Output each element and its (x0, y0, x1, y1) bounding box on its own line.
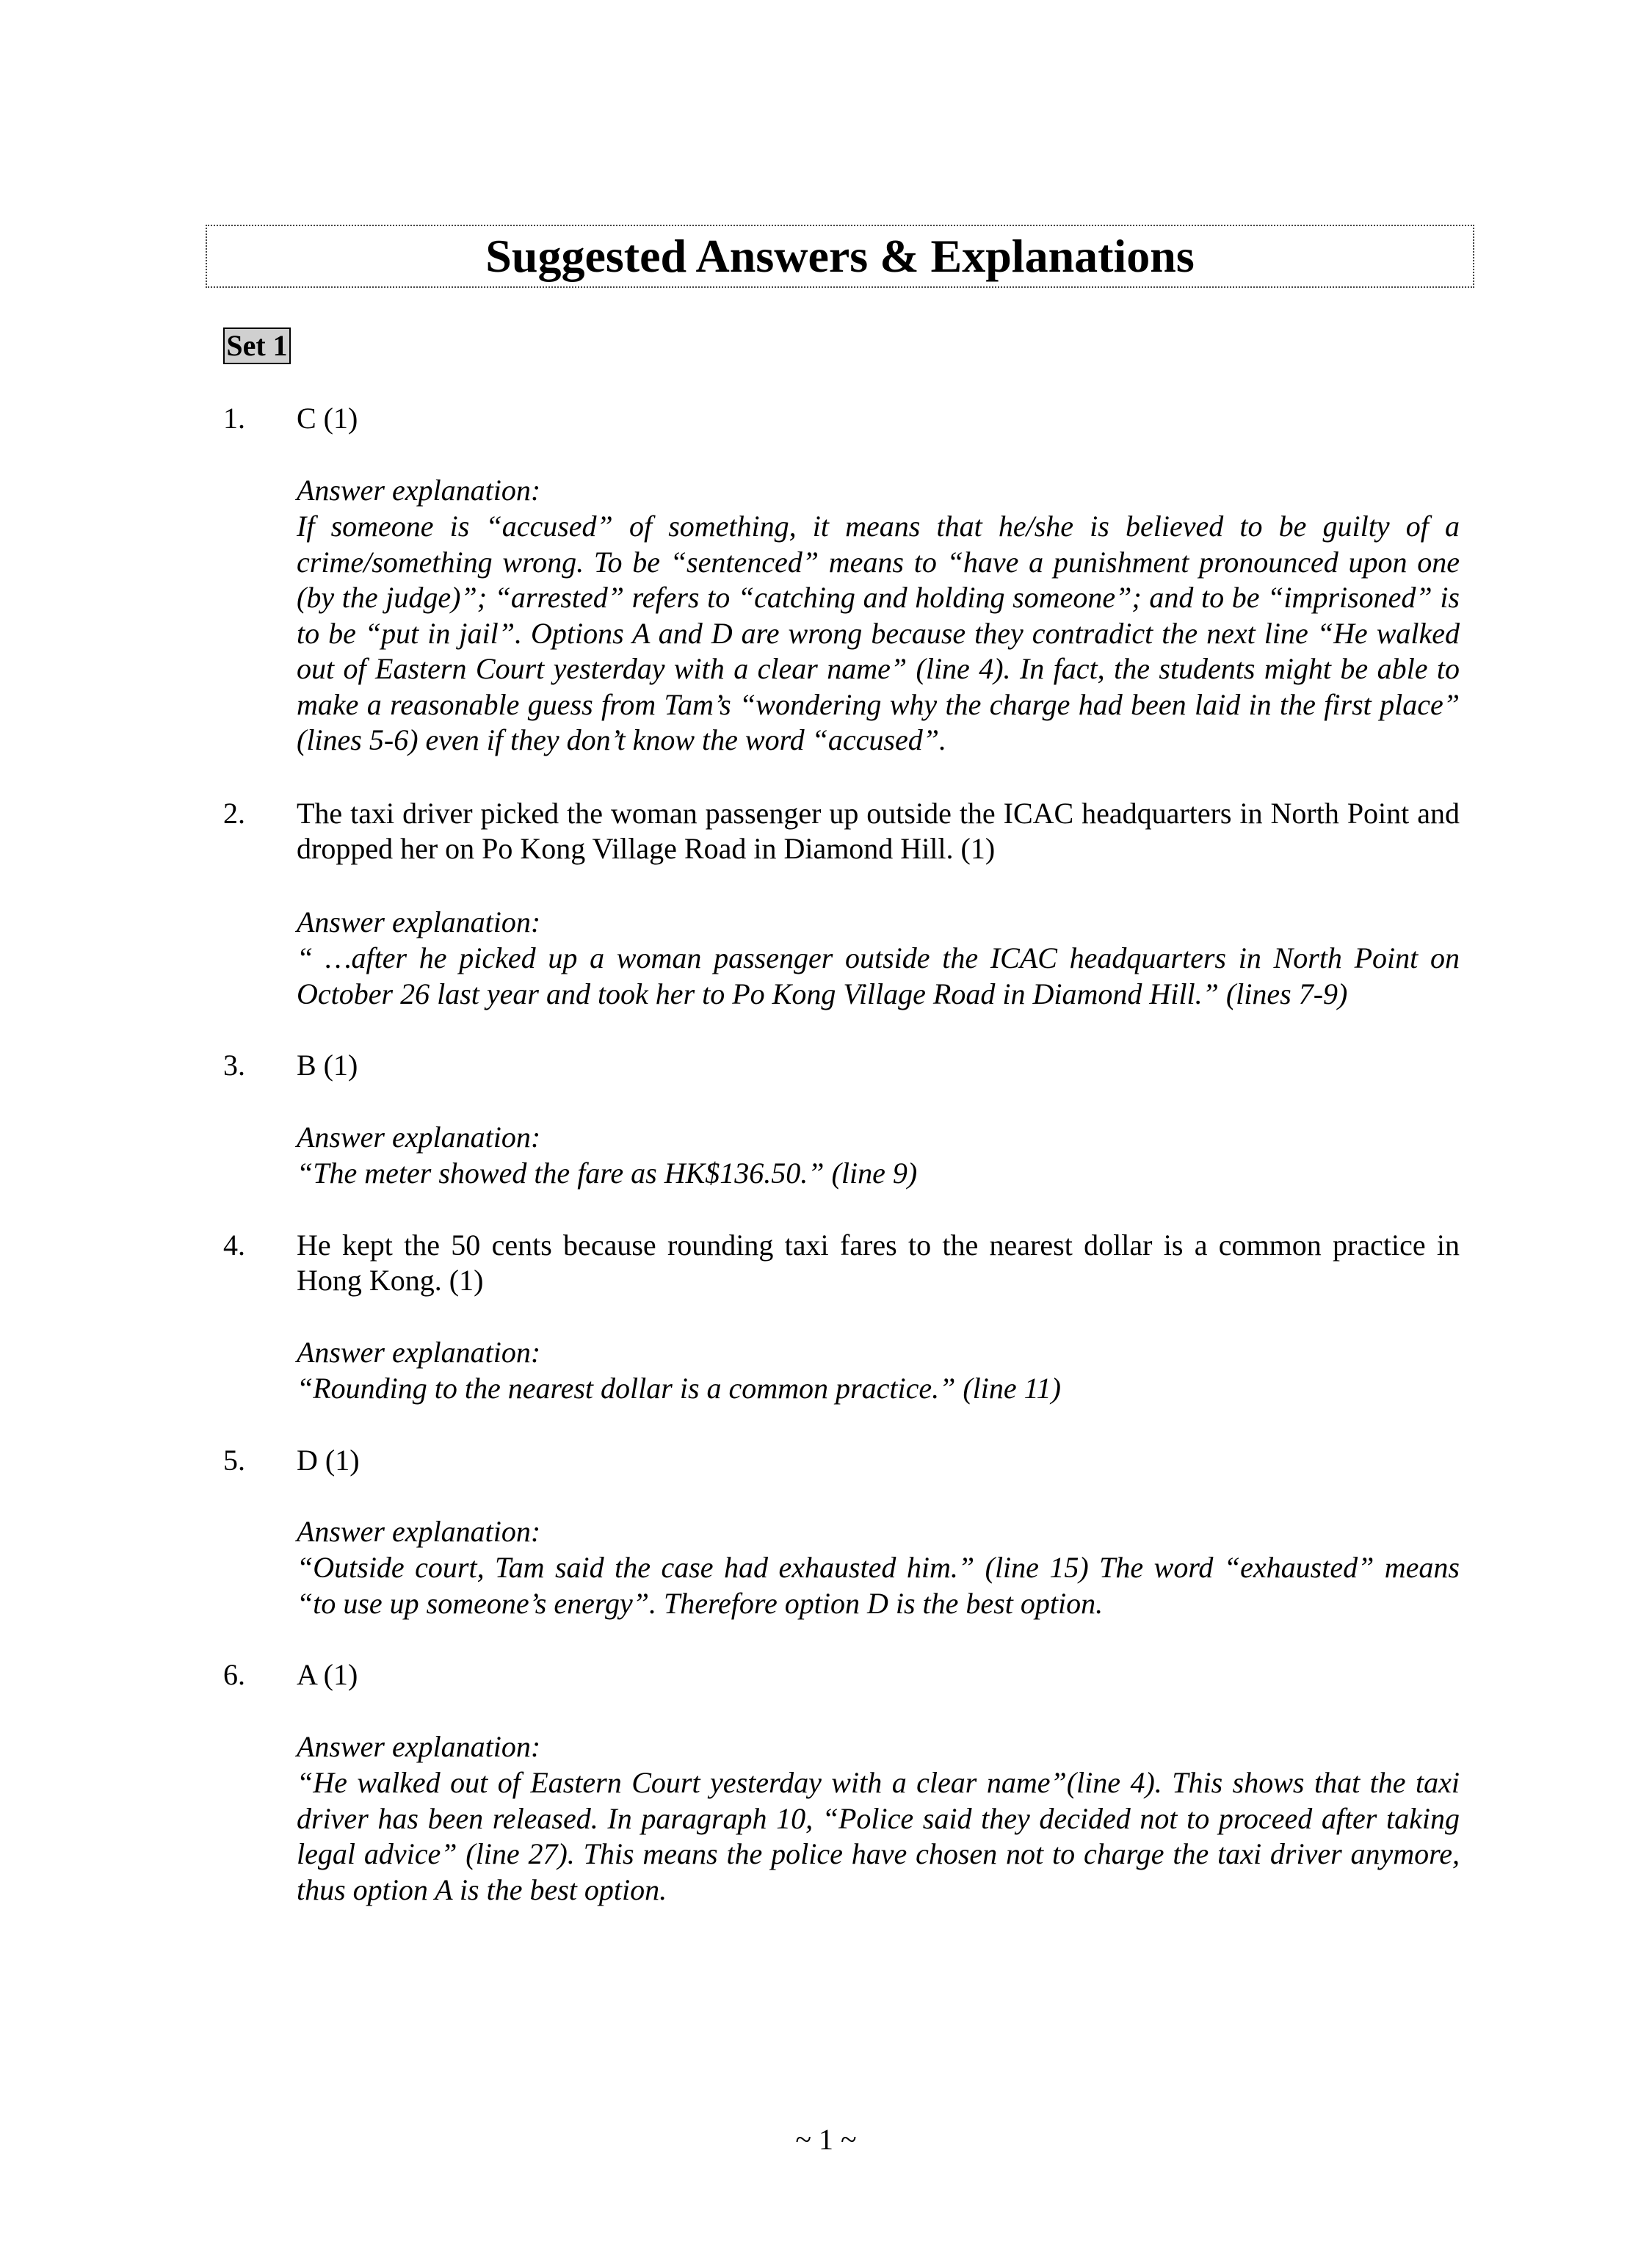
page-title: Suggested Answers & Explanations (485, 230, 1195, 282)
question-1-answer: C (1) (297, 402, 358, 435)
question-5-answer: D (1) (297, 1444, 360, 1477)
question-2-number: 2. (223, 797, 245, 830)
question-2-answer: The taxi driver picked the woman passenger up outside the ICAC headquarters in North Point and dropped her on Po Kong Village Road in Diamond Hill. (1) (297, 797, 1460, 865)
question-1-number: 1. (223, 402, 245, 435)
question-3-explanation: “The meter showed the fare as HK$136.50.” (line 9) (297, 1157, 918, 1190)
question-6-explanation-label: Answer explanation: (297, 1730, 541, 1763)
question-1-explanation-label: Answer explanation: (297, 474, 541, 507)
question-4-number: 4. (223, 1228, 245, 1262)
page-number: ~ 1 ~ (795, 2123, 857, 2156)
question-5-explanation-label: Answer explanation: (297, 1515, 541, 1548)
question-2-explanation: “ …after he picked up a woman passenger outside the ICAC headquarters in North Point on October 26 last year and took her to Po Kong Village Road in Diamond Hill.” (lines 7-9) (297, 941, 1460, 1010)
question-5-number: 5. (223, 1444, 245, 1477)
title-box (206, 225, 1474, 288)
question-4-explanation-label: Answer explanation: (297, 1336, 541, 1369)
question-3-number: 3. (223, 1049, 245, 1082)
question-1-explanation: If someone is “accused” of something, it means that he/she is believed to be guilty of a crime/something wrong. To be “sentenced” means to “have a punishment pronounced upon one (by the judge)”; “arrested” refers to “catching and holding someone”; and to be “imprisoned” is to be “put in jail”. Options A and D are wrong because they contradict the next line “He walked out of Eastern Court yesterday with a clear name” (line 4). In fact, the students might be able to make a reasonable guess from Tam’s “wondering why the charge had been laid in the first place” (lines 5-6) even if they don’t know the word “accused”. (297, 510, 1460, 756)
question-3-explanation-label: Answer explanation: (297, 1121, 541, 1154)
question-6-number: 6. (223, 1658, 245, 1691)
question-5-explanation: “Outside court, Tam said the case had exhausted him.” (line 15) The word “exhausted” means “to use up someone’s energy”. Therefore option D is the best option. (297, 1551, 1460, 1620)
question-6-explanation: “He walked out of Eastern Court yesterday with a clear name”(line 4). This shows that the taxi driver has been released. In paragraph 10, “Police said they decided not to proceed after taking legal advice” (line 27). This means the police have chosen not to charge the taxi driver anymore, thus option A is the best option. (297, 1766, 1460, 1906)
question-2-explanation-label: Answer explanation: (297, 905, 541, 938)
question-3-answer: B (1) (297, 1049, 358, 1082)
question-6-answer: A (1) (297, 1658, 358, 1691)
set-label: Set 1 (223, 328, 291, 364)
question-4-answer: He kept the 50 cents because rounding taxi fares to the nearest dollar is a common practice in Hong Kong. (1) (297, 1228, 1460, 1297)
question-4-explanation: “Rounding to the nearest dollar is a common practice.” (line 11) (297, 1372, 1061, 1405)
